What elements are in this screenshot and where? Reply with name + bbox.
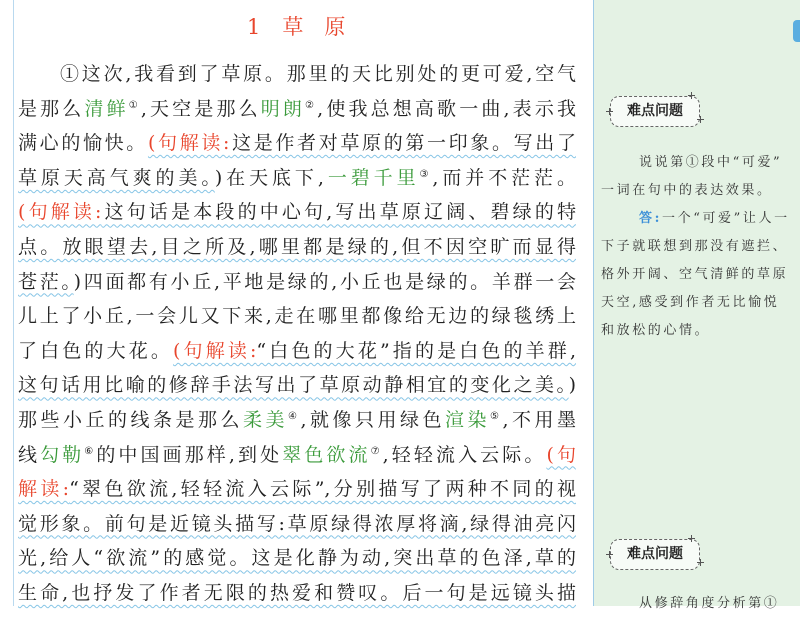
text-line: [18, 438, 576, 473]
text-line: [18, 472, 576, 507]
text-line: [18, 334, 576, 369]
text-run: )四面都有小丘,平地是绿的,小丘也是绿的。羊群一会: [73, 270, 576, 293]
analysis-note: “白色的大花”指的是白色的羊群,: [256, 339, 576, 362]
text-run: ,不用墨: [502, 408, 576, 431]
difficulty-badge: [610, 539, 700, 570]
analysis-label: (句解读:: [18, 201, 102, 224]
text-run: 了白色的大花。: [18, 339, 173, 362]
sparkle-icon: [697, 559, 704, 566]
footnote-marker: ④: [287, 410, 301, 422]
text-line: [18, 230, 576, 265]
analysis-note: 苍茫。: [18, 270, 74, 293]
answer-label: 答:: [639, 211, 662, 226]
text-line: [18, 161, 576, 196]
text-run: ,使我总想高歌一曲,表示我: [317, 97, 576, 120]
question-line: 说说第①段中“可爱”: [639, 155, 783, 170]
analysis-note: 觉形象。前句是近镜头描写:草原绿得浓厚将滴,绿得油亮闪: [18, 512, 576, 535]
text-run: ,就像只用绿色: [300, 408, 445, 431]
answer-line: 天空,感受到作者无比愉悦: [601, 295, 780, 310]
text-run: ): [568, 374, 576, 397]
question-block: [601, 590, 797, 618]
text-run: )在天底下,: [214, 166, 324, 189]
analysis-note: 草原天高气爽的美。: [18, 166, 215, 189]
badge-label: 难点问题: [627, 546, 683, 562]
analysis-note: 光,给人“欲流”的感觉。这是化静为动,突出草的色泽,草的: [18, 547, 576, 570]
analysis-note: 这句话是本段的中心句,写出草原辽阔、碧绿的特: [101, 201, 576, 224]
text-line: [18, 403, 576, 438]
corner-tab: [793, 20, 800, 42]
text-run: 线: [18, 443, 41, 466]
question-line: 一词在句中的表达效果。: [601, 183, 773, 198]
text-line: [18, 57, 576, 92]
lesson-number: 1: [247, 15, 261, 39]
text-run: 满心的愉快。: [18, 132, 148, 155]
text-line: [18, 576, 576, 611]
sparkle-icon: [606, 108, 613, 115]
analysis-label: 解读:: [18, 478, 70, 501]
annotated-word: 渲染: [444, 408, 490, 431]
text-run: 儿上了小丘,一会儿又下来,走在哪里都像给无边的绿毯绣上: [18, 305, 576, 328]
answer-text: 一个“可爱”让人一: [662, 211, 790, 226]
margin-rule: [13, 0, 14, 606]
text-line: [18, 368, 576, 403]
analysis-note: 这是作者对草原的第一印象。写出了: [229, 132, 576, 155]
lesson-name: 草原: [282, 15, 367, 39]
answer-line: 下子就联想到那没有遮拦、: [601, 239, 789, 254]
footnote-marker: ③: [419, 168, 433, 180]
text-line: [18, 541, 576, 576]
annotated-word: 一碧千里: [323, 166, 420, 189]
analysis-note: 点。放眼望去,目之所及,哪里都是绿的,但不因空旷而显得: [18, 235, 576, 258]
text-run: 是那么: [18, 97, 85, 120]
text-line: [18, 507, 576, 542]
sparkle-icon: [606, 551, 613, 558]
footnote-marker: ⑤: [489, 410, 503, 422]
text-run: ,而并不茫茫。: [432, 166, 576, 189]
analysis-note: “翠色欲流,轻轻流入云际”,分别描写了两种不同的视: [69, 478, 576, 501]
difficulty-badge: [610, 96, 700, 127]
question-line: 从修辞角度分析第①: [639, 596, 780, 611]
annotated-word: 勾勒: [40, 443, 85, 466]
text-line: [18, 299, 576, 334]
text-run: 的中国画那样,到处: [96, 443, 283, 466]
answer-line: 和放松的心情。: [601, 323, 711, 338]
analysis-label: (句解读:: [173, 339, 257, 362]
text-run: ,天空是那么: [140, 97, 261, 120]
footnote-marker: ①: [128, 99, 141, 111]
lesson-title: [247, 11, 366, 43]
sparkle-icon: [688, 535, 695, 542]
text-line: [18, 126, 576, 161]
analysis-label: (句: [546, 443, 576, 466]
article-body: [18, 57, 576, 611]
text-run: 那些小丘的线条是那么: [18, 408, 243, 431]
analysis-note: 这句话用比喻的修辞手法写出了草原动静相宜的变化之美。: [18, 374, 569, 397]
footnote-marker: ⑦: [370, 445, 383, 457]
annotated-word: 翠色欲流: [282, 443, 371, 466]
answer-line: 格外开阔、空气清鲜的草原: [601, 267, 789, 282]
analysis-note: 生命,也抒发了作者无限的热爱和赞叹。后一句是远镜头描: [18, 581, 576, 604]
answer-line: [601, 205, 797, 233]
footnote-marker: ⑥: [84, 445, 97, 457]
text-run: ,轻轻流入云际。: [382, 443, 547, 466]
annotated-word: 清鲜: [84, 97, 129, 120]
text-line: [18, 265, 576, 300]
analysis-label: (句解读:: [147, 132, 230, 155]
text-line: [18, 195, 576, 230]
badge-label: 难点问题: [627, 103, 683, 119]
sidebar-panel: [593, 0, 800, 611]
annotated-word: 柔美: [242, 408, 288, 431]
footnote-marker: ②: [305, 99, 318, 111]
sparkle-icon: [688, 92, 695, 99]
question-block: [601, 149, 797, 345]
text-line: [18, 92, 576, 127]
annotated-word: 明朗: [260, 97, 306, 120]
text-run: ①这次,我看到了草原。那里的天比别处的更可爱,空气: [60, 63, 576, 85]
sparkle-icon: [697, 116, 704, 123]
